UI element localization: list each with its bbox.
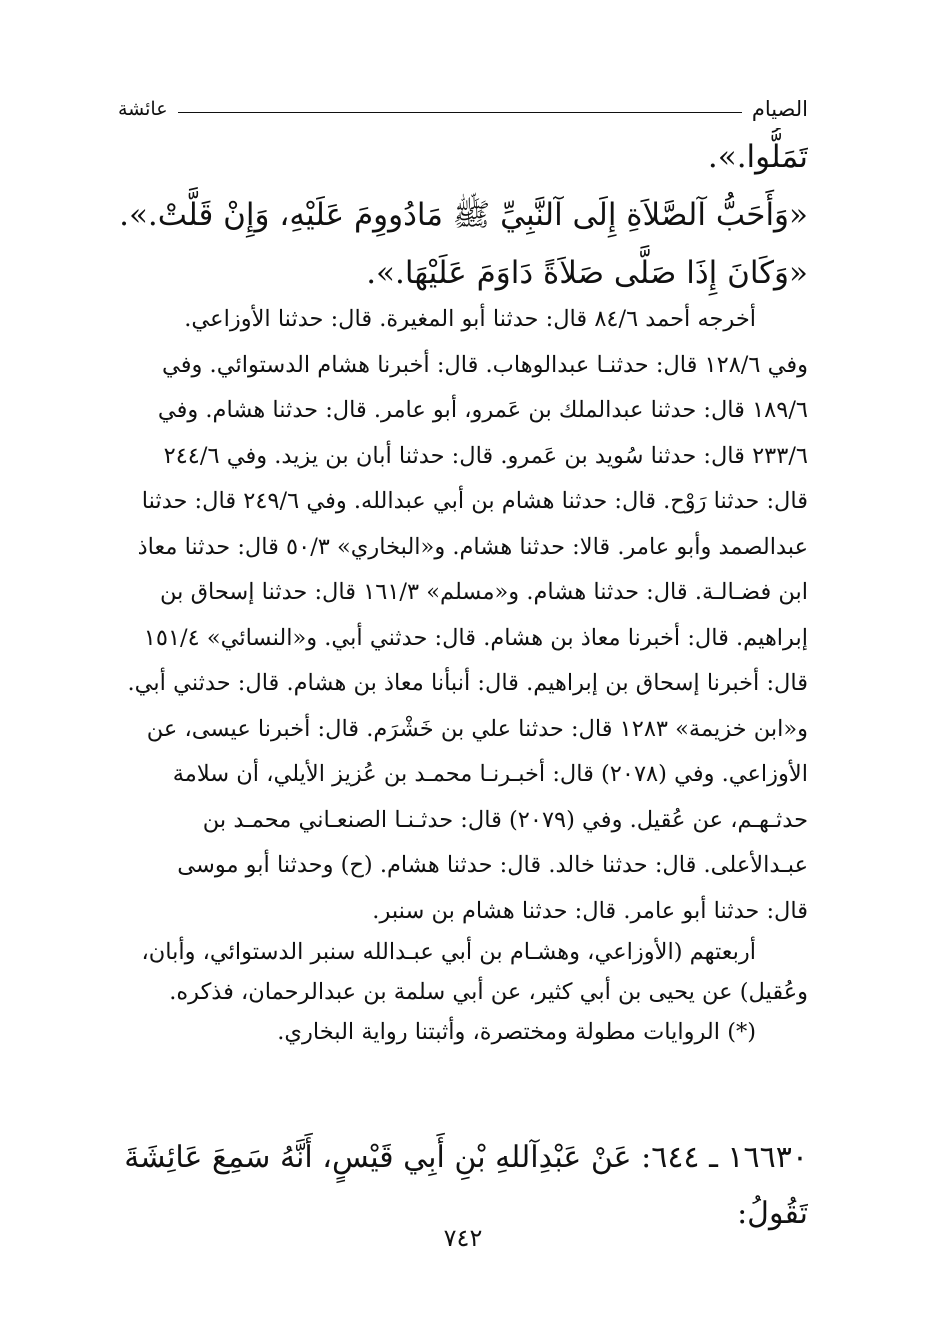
hadith-line: «وَكَانَ إِذَا صَلَّى صَلاَةً دَاوَمَ عَلَيْهَا.». bbox=[366, 255, 808, 291]
takhrij-line: حدثـهـم، عن عُقيل. وفي (٢٠٧٩) قال: حدثـنـا الصنعـاني محمـد بن bbox=[202, 806, 808, 833]
takhrij-line: الأوزاعي. وفي (٢٠٧٨) قال: أخبـرنـا محمـد بن عُزيز الأيلي، أن سلامة bbox=[172, 761, 808, 787]
takhrij-paragraph bbox=[100, 297, 808, 934]
summary-line: وعُقيل) عن يحيى بن أبي كثير، عن أبي سلمة بن عبدالرحمان، فذكره. bbox=[169, 979, 808, 1005]
running-header bbox=[118, 92, 808, 126]
takhrij-line: إبراهيم. قال: أخبرنا معاذ بن هشام. قال: حدثني أبي. و«النسائي» ١٥١/٤ bbox=[143, 624, 808, 651]
takhrij-line: ١٨٩/٦ قال: حدثنا عبدالملك بن عَمرو، أبو عامر. قال: حدثنا هشام. وفي bbox=[157, 397, 808, 423]
takhrij-line: و«ابن خزيمة» ١٢٨٣ قال: حدثنا علي بن خَشْرَم. قال: أخبرنا عيسى، عن bbox=[146, 715, 808, 742]
hadith-line: تَمَلُّوا.». bbox=[707, 139, 808, 175]
page-number: ٧٤٢ bbox=[443, 1224, 483, 1252]
takhrij-line: عبدالصمد وأبو عامر. قالا: حدثنا هشام. و«البخاري» ٥٠/٣ قال: حدثنا معاذ bbox=[137, 533, 808, 560]
footnote-line: (*) الروايات مطولة ومختصرة، وأثبتنا رواية البخاري. bbox=[277, 1019, 756, 1045]
takhrij-line: أخرجه أحمد ٨٤/٦ قال: حدثنا أبو المغيرة. قال: حدثنا الأوزاعي. bbox=[184, 306, 756, 332]
takhrij-line: ابن فضـالـة. قال: حدثنا هشام. و«مسلم» ١٦١/٣ قال: حدثنا إسحاق بن bbox=[160, 579, 808, 605]
narrator-name: عائشة bbox=[118, 98, 168, 120]
takhrij-line: وفي ١٢٨/٦ قال: حدثنـا عبدالوهاب. قال: أخبرنا هشام الدستوائي. وفي bbox=[162, 351, 808, 378]
chapter-title: الصيام bbox=[751, 97, 808, 121]
summary-paragraph bbox=[100, 932, 808, 1052]
summary-line: أربعتهم (الأوزاعي، وهشـام بن أبي عبـدالله سنبر الدستوائي، وأبان، bbox=[141, 939, 756, 965]
hadith-text bbox=[100, 128, 808, 302]
takhrij-line: قال: حدثنا رَوْح. قال: حدثنا هشام بن أبي عبدالله. وفي ٢٤٩/٦ قال: حدثنا bbox=[141, 488, 808, 514]
takhrij-line: ٢٣٣/٦ قال: حدثنا سُويد بن عَمرو. قال: حدثنا أبان بن يزيد. وفي ٢٤٤/٦ bbox=[163, 442, 808, 469]
takhrij-line: عبـدالأعلى. قال: حدثنا خالد. قال: حدثنا هشام. (ح) وحدثنا أبو موسى bbox=[177, 852, 808, 878]
hadith-line: «وَأَحَبُّ آلصَّلاَةِ إِلَى آلنَّبِيِّ ﷺ مَادُووِمَ عَلَيْهِ، وَإِنْ قَلَّتْ.». bbox=[119, 197, 808, 233]
next-hadith-line: ١٦٦٣٠ ـ ٦٤٤: عَنْ عَبْدِآللهِ بْنِ أَبِي قَيْسٍ، أَنَّهُ سَمِعَ عَائِشَةَ bbox=[124, 1140, 808, 1175]
header-rule bbox=[178, 112, 742, 113]
next-hadith-line: تَقُولُ: bbox=[737, 1196, 808, 1231]
takhrij-line: قال: حدثنا أبو عامر. قال: حدثنا هشام بن سنبر. bbox=[372, 897, 808, 924]
takhrij-line: قال: أخبرنا إسحاق بن إبراهيم. قال: أنبأنا معاذ بن هشام. قال: حدثني أبي. bbox=[127, 670, 808, 696]
